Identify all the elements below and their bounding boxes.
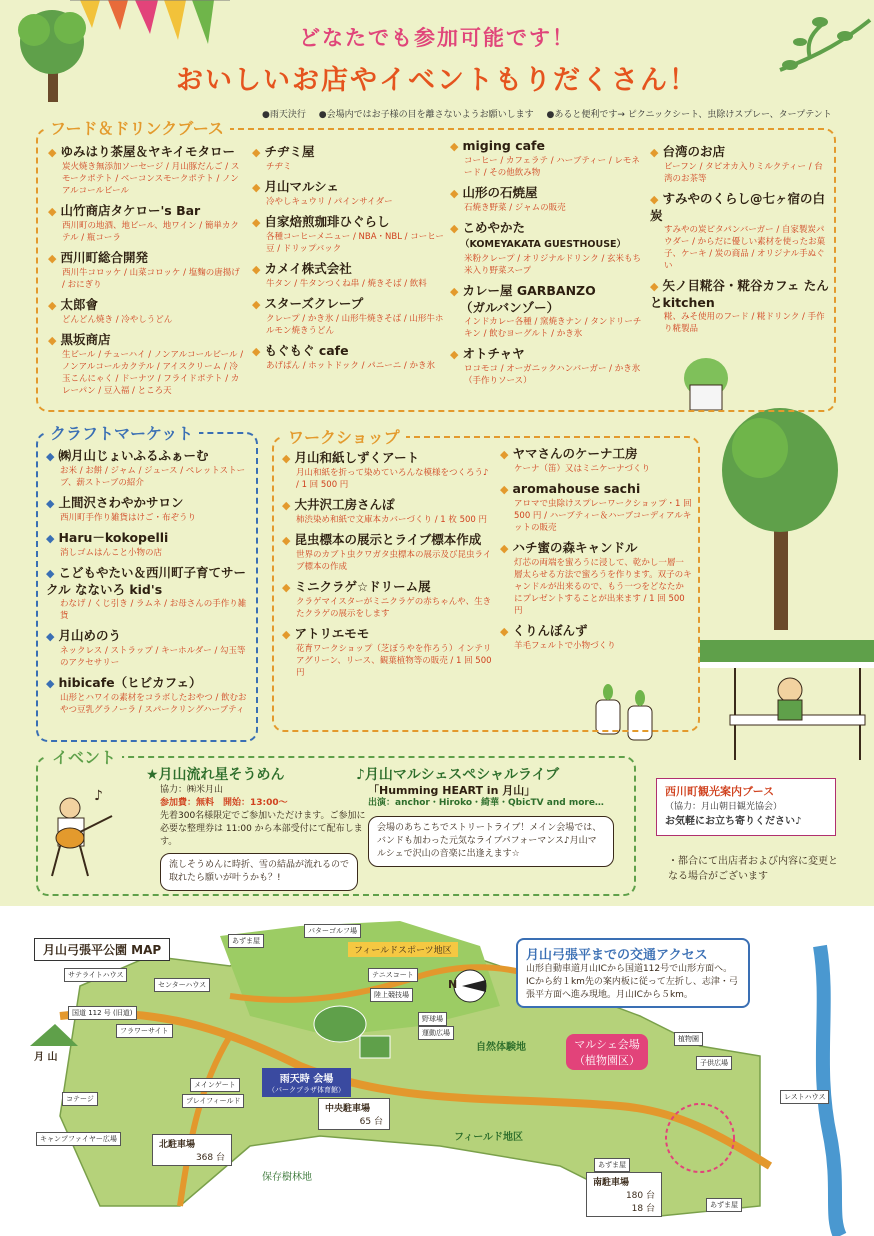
booth-desc: コーヒー / カフェラテ / ハーブティー / レモネード / その他飲み物: [464, 156, 640, 178]
booth-desc: 米粉クレープ / オリジナルドリンク / 玄米もち米入り野菜スープ: [464, 254, 642, 276]
somen-title: ★月山流れ星そうめん: [146, 767, 285, 783]
diamond-icon: ◆: [252, 181, 261, 194]
booth-desc: 西川町の地酒、地ビール、地ワイン / 簡単カクテル / 瓶コーラ: [62, 221, 239, 243]
booth-name: 太郎會: [60, 297, 98, 312]
workshop-name: ハチ蜜の森キャンドル: [512, 540, 638, 555]
workshop-name: 昆虫標本の展示とライブ標本作成: [294, 532, 482, 547]
craft-column: [46, 448, 252, 722]
booth-desc: 各種コーヒーメニュー / NBA・NBL / コーヒー豆 / ドリップバック: [266, 232, 444, 254]
workshop-section: [272, 428, 700, 732]
food-booth: [252, 144, 444, 173]
tourism-coop: （協力：月山朝日観光協会）: [665, 802, 783, 812]
booth-desc: 消しゴムはんこと小物の店: [60, 548, 163, 558]
diamond-icon: ◆: [252, 263, 261, 276]
tourism-call: お気軽にお立ち寄りください♪: [665, 816, 802, 827]
somen-event: [146, 764, 366, 891]
food-booth: [48, 250, 244, 291]
workshop-item: [282, 497, 492, 526]
central-parking-capacity: 65 台: [359, 1117, 383, 1127]
diamond-icon: ◆: [450, 222, 459, 235]
booth-name: Haru－kokopelli: [58, 530, 169, 545]
map-label-azumaya-3: あずま屋: [706, 1198, 742, 1212]
nature-area-label: 自然体験地: [476, 1042, 526, 1053]
venue-label: [566, 1034, 648, 1070]
booth-name: ゆみはり茶屋＆ヤキイモタロー: [60, 144, 235, 159]
booth-desc: ビーフン / タピオカ入りミルクティー / 台湾のお茶等: [664, 162, 823, 184]
craft-booth: [46, 565, 252, 622]
map-label-route-112: 国道 112 号 (旧道): [68, 1006, 137, 1020]
booth-name: スターズクレープ: [264, 296, 364, 311]
booth-name: こめやかた: [462, 220, 525, 235]
north-parking-name: 北駐車場: [159, 1140, 196, 1150]
booth-desc: どんどん焼き / 冷やしうどん: [62, 315, 173, 325]
booth-desc: ネックレス / ストラップ / キーホルダー / 勾玉等のアクセサリー: [60, 646, 246, 668]
workshop-desc: 花育ワークショップ（芝ぼうやを作ろう）インテリアグリーン、リース、観葉植物等の販売 / 1 回 500 円: [296, 644, 492, 678]
workshop-column-2: [500, 446, 692, 658]
workshop-item: [500, 481, 692, 534]
booth-desc: 山形とハワイの素材をコラボしたおやつ / 飲むおやつ豆乳グラノーラ / スパークリングハーブティ: [60, 693, 247, 715]
food-booth: [450, 220, 646, 277]
mountain-icon: [30, 1024, 78, 1046]
craft-booth: [46, 448, 252, 489]
south-parking: [586, 1172, 662, 1217]
diamond-icon: ◆: [450, 285, 459, 298]
diamond-icon: ◆: [282, 499, 291, 512]
tree-illustration-right: [722, 408, 838, 630]
live-bubble: 会場のあちこちでストリートライブ！メイン会場では、バンドも加わった元気なライブパフォーマンス♪月山マルシェで沢山の音楽に出逢えます☆: [368, 816, 614, 867]
diamond-icon: ◆: [282, 534, 291, 547]
park-map: [0, 906, 874, 1236]
diamond-icon: ◆: [48, 146, 57, 159]
diamond-icon: ◆: [450, 187, 459, 200]
svg-text:♪: ♪: [94, 788, 103, 804]
booth-name: もぐもぐ cafe: [264, 343, 349, 358]
notes-bar: [262, 107, 842, 120]
workshop-item: [282, 532, 492, 573]
diamond-icon: ◆: [252, 345, 261, 358]
booth-name: オトチャヤ: [462, 346, 525, 361]
workshop-name: ミニクラゲ☆ドリーム展: [294, 579, 431, 594]
note-children: ●会場内ではお子様の目を離さないようお願いします: [318, 110, 534, 120]
somen-bubble: 流しそうめんに時折、雪の結晶が流れるので取れたら願いが叶うかも？!: [160, 853, 358, 891]
map-label-flower-site: フラワーサイト: [116, 1024, 173, 1038]
food-booth: [252, 179, 444, 208]
booth-name: 黒坂商店: [60, 332, 111, 347]
booth-name: 山竹商店タケロー's Bar: [60, 203, 201, 218]
market-stall-illustration: [700, 640, 874, 760]
diamond-icon: ◆: [48, 334, 57, 347]
booth-name: 月山マルシェ: [264, 179, 339, 194]
booth-desc: わなげ / くじ引き / ラムネ / お母さんの手作り雑貨: [60, 599, 247, 621]
map-label-botanical-garden: 植物園: [674, 1032, 703, 1046]
diamond-icon: ◆: [500, 448, 509, 461]
diamond-icon: ◆: [500, 542, 509, 555]
venue-sub: （植物園区）: [574, 1054, 640, 1067]
food-booth: [450, 138, 646, 179]
craft-booth: [46, 495, 252, 524]
workshop-desc: 月山和紙を折って染めていろんな模様をつくろう♪ / 1 回 500 円: [296, 468, 489, 490]
workshop-item: [500, 540, 692, 617]
booth-name: こどもやたい＆西川町子育てサークル なないろ kid's: [46, 565, 246, 597]
food-column-3: [450, 138, 646, 393]
booth-desc: チヂミ: [266, 162, 292, 172]
booth-name: 月山めのう: [58, 628, 121, 643]
food-booth: [650, 278, 830, 335]
diamond-icon: ◆: [450, 348, 459, 361]
food-section-title: フード＆ドリンクブース: [44, 116, 230, 139]
food-drink-section: [36, 119, 836, 412]
workshop-name: 大井沢工房さんぽ: [294, 497, 395, 512]
diamond-icon: ◆: [252, 216, 261, 229]
booth-name: ㈱月山じょいふるふぁーむ: [58, 448, 209, 463]
food-booth: [450, 185, 646, 214]
somen-fee: 参加費：無料 開始：13:00～: [160, 798, 288, 808]
diamond-icon: ◆: [46, 532, 55, 545]
workshop-item: [282, 450, 492, 491]
food-booth: [48, 297, 244, 326]
baseball-field: [360, 1036, 390, 1058]
map-label-baseball: 野球場: [418, 1012, 447, 1026]
craft-section-title: クラフトマーケット: [44, 421, 199, 444]
booth-desc: 石焼き野菜 / ジャムの販売: [464, 203, 566, 213]
food-booth: [450, 283, 646, 340]
header-line-1: どなたでも参加可能です！: [299, 26, 575, 50]
diamond-icon: ◆: [650, 280, 659, 293]
conservation-area-label: 保存樹林地: [262, 1172, 312, 1183]
booth-name: すみやのくらし@七ヶ宿の白炭: [650, 191, 825, 223]
venue-name: マルシェ会場: [574, 1038, 640, 1051]
booth-name: hibicafe（ヒビカフェ）: [58, 675, 202, 690]
access-text: 山形自動車道月山ICから国道112号で山形方面へ。ICから約１km先の案内板に従って左折し、志津・弓張平方面へ進み現地。月山ICから５km。: [526, 964, 738, 1000]
diamond-icon: ◆: [48, 252, 57, 265]
map-label-putter-golf: パターゴルフ場: [304, 924, 361, 938]
map-label-kids-square: 子供広場: [696, 1056, 732, 1070]
workshop-desc: ケーナ（笛）又はミニケーナづくり: [514, 464, 651, 474]
diamond-icon: ◆: [46, 630, 55, 643]
note-bring: ●あると便利です→ ピクニックシート、虫除けスプレー、タープテント: [546, 110, 832, 120]
food-column-2: [252, 144, 444, 378]
workshop-desc: 柿渋染め和紙で文庫本カバーづくり / 1 枚 500 円: [296, 515, 488, 525]
food-booth: [650, 191, 830, 272]
booth-name: 山形の石焼屋: [462, 185, 538, 200]
diamond-icon: ◆: [252, 298, 261, 311]
sports-area-label: フィールドスポーツ地区: [348, 942, 458, 957]
diamond-icon: ◆: [46, 450, 55, 463]
north-parking: [152, 1134, 232, 1166]
food-column-4: [650, 144, 830, 341]
mountain-label: 月 山: [34, 1052, 58, 1063]
booth-name: 上間沢さわやかサロン: [58, 495, 184, 510]
food-booth: [252, 296, 444, 337]
map-label-sports-ground: 運動広場: [418, 1026, 454, 1040]
map-label-rest-house: レストハウス: [780, 1090, 829, 1104]
booth-name: カメイ株式会社: [264, 261, 352, 276]
food-booth: [48, 203, 244, 244]
access-title: 月山弓張平までの交通アクセス: [526, 948, 708, 963]
diamond-icon: ◆: [650, 193, 659, 206]
map-label-azumaya-1: あずま屋: [228, 934, 264, 948]
live-subtitle: 「Humming HEART in 月山」: [368, 784, 536, 797]
booth-desc: 炭火焼き無添加ソーセージ / 月山豚だんご / スモークポテト / ベーコンスモークポテト / ノンアルコールビール: [62, 162, 240, 196]
booth-desc: クレープ / かき氷 / 山形牛焼きそば / 山形牛ホルモン焼きうどん: [266, 314, 444, 336]
booth-desc: お米 / お餅 / ジャム / ジュース / ペレットストーブ、薪ストーブの紹介: [60, 466, 246, 488]
map-label-center-house: センターハウス: [154, 978, 210, 992]
workshop-desc: 羊毛フェルトで小物づくり: [514, 641, 616, 651]
south-parking-name: 南駐車場: [593, 1178, 630, 1188]
map-label-tennis: テニスコート: [368, 968, 418, 982]
booth-name: 自家焙煎珈琲ひぐらし: [264, 214, 390, 229]
booth-name: 矢ノ目糀谷・糀谷カフェ たんとkitchen: [650, 278, 829, 310]
workshop-section-title: ワークショップ: [282, 425, 406, 448]
workshop-item: [500, 446, 692, 475]
rain-venue-name: 雨天時 会場: [279, 1074, 334, 1085]
athletics-field: [314, 1006, 366, 1042]
diamond-icon: ◆: [46, 677, 55, 690]
south-parking-capacity-1: 180 台: [625, 1191, 655, 1201]
workshop-desc: 世界のカブト虫クワガタ虫標本の展示及び昆虫ライブ標本の作成: [296, 550, 492, 572]
food-booth: [252, 214, 444, 255]
booth-desc: ロコモコ / オーガニックハンバーガー / かき氷（手作りソース）: [464, 364, 641, 386]
map-label-main-gate: メインゲート: [190, 1078, 240, 1092]
diamond-icon: ◆: [282, 452, 291, 465]
booth-subname: （KOMEYAKATA GUESTHOUSE）: [460, 239, 627, 250]
map-title: 月山弓張平公園 MAP: [34, 938, 170, 961]
tourism-booth: [656, 778, 836, 836]
booth-name: 台湾のお店: [662, 144, 725, 159]
food-column-1: [48, 144, 244, 403]
workshop-desc: アロマで虫除けスプレーワークショップ・1 回 500 円 / ハーブティー＆ハーブコーディアルキットの販売: [514, 499, 692, 533]
booth-desc: 生ビール / チューハイ / ノンアルコールビール / ノンアルコールカクテル / アイスクリーム / 冷玉こんにゃく / ドーナツ / フライドポテト / カレーパン / 豆入福 / ところ天: [62, 350, 244, 396]
diamond-icon: ◆: [48, 299, 57, 312]
map-label-play-field: プレイフィールド: [182, 1094, 244, 1108]
workshop-name: aromahouse sachi: [512, 481, 641, 496]
diamond-icon: ◆: [650, 146, 659, 159]
diamond-icon: ◆: [46, 497, 55, 510]
booth-desc: 牛タン / 牛タンつくね串 / 焼きそば / 飲料: [266, 279, 427, 289]
workshop-name: 月山和紙しずくアート: [294, 450, 420, 465]
booth-desc: インドカレー各種 / 窯焼きナン / タンドリーチキン / 飲むヨーグルト / かき氷: [464, 317, 642, 339]
field-area-label: フィールド地区: [454, 1132, 523, 1143]
booth-desc: 糀、みそ使用のフード / 糀ドリンク / 手作り糀製品: [664, 312, 825, 334]
central-parking-name: 中央駐車場: [325, 1104, 371, 1114]
workshop-item: [500, 623, 692, 652]
workshop-name: アトリエモモ: [294, 626, 370, 641]
map-label-satellite-house: サテライトハウス: [64, 968, 127, 982]
diamond-icon: ◆: [46, 567, 55, 580]
live-event: [356, 764, 632, 867]
map-label-azumaya-2: あずま屋: [594, 1158, 630, 1172]
live-performers: 出演：anchor・Hiroko・綺華・QbicTV and more…: [368, 798, 604, 808]
change-notice: ・都合にて出店者および内容に変更となる場合がございます: [668, 856, 838, 882]
booth-name: カレー屋 GARBANZO: [462, 283, 596, 298]
workshop-item: [282, 626, 492, 679]
booth-name: 西川町総合開発: [60, 250, 148, 265]
booth-name: チヂミ屋: [264, 144, 315, 159]
central-parking: [318, 1098, 390, 1130]
workshop-column-1: [282, 450, 492, 685]
event-section-title: イベント: [46, 745, 122, 768]
event-section: [36, 748, 636, 896]
diamond-icon: ◆: [252, 146, 261, 159]
food-booth: [48, 332, 244, 397]
map-label-athletics: 陸上競技場: [370, 988, 413, 1002]
workshop-name: ヤマさんのケーナ工房: [512, 446, 638, 461]
header-line-2: おいしいお店やイベントもりだくさん！: [176, 65, 698, 96]
somen-coop: 協力：㈱米月山: [160, 785, 224, 795]
rain-venue-sub: （パークプラザ体育館）: [268, 1086, 345, 1094]
diamond-icon: ◆: [48, 205, 57, 218]
food-booth: [48, 144, 244, 197]
map-label-cottage: コテージ: [62, 1092, 98, 1106]
booth-desc: すみやの炭ピタパンバーガー / 自家製炭パウダー / からだに優しい素材を使ったお菓子、ケーキ / 炭の商品 / オリジナル手ぬぐい: [664, 225, 826, 271]
workshop-desc: クラゲマイスターがミニクラゲの赤ちゃんや、生きたクラゲの展示をします: [296, 597, 492, 619]
food-booth: [450, 346, 646, 387]
diamond-icon: ◆: [450, 140, 459, 153]
booth-desc: 西川町手作り雑貨はけご・布ぞうり: [60, 513, 197, 523]
diamond-icon: ◆: [282, 628, 291, 641]
booth-desc: 西川牛コロッケ / 山菜コロッケ / 塩麴の唐揚げ / おにぎり: [62, 268, 240, 290]
food-booth: [252, 343, 444, 372]
booth-desc: あげぱん / ホットドック / パニーニ / かき氷: [266, 361, 435, 371]
somen-info: 先着300名様限定でご参加いただけます。ご参加に必要な整理券は 11:00 から本部受付にて配布します。: [160, 811, 366, 847]
compass-label: N: [448, 978, 458, 991]
booth-name: miging cafe: [462, 138, 545, 153]
craft-booth: [46, 675, 252, 716]
craft-booth: [46, 628, 252, 669]
diamond-icon: ◆: [500, 483, 509, 496]
live-title: ♪月山マルシェスペシャルライブ: [356, 767, 560, 783]
south-parking-capacity-2: 18 台: [631, 1204, 655, 1214]
workshop-item: [282, 579, 492, 620]
rain-venue-label: [262, 1068, 351, 1097]
booth-subname: （ガルバンゾー）: [460, 300, 560, 315]
diamond-icon: ◆: [282, 581, 291, 594]
food-booth: [252, 261, 444, 290]
diamond-icon: ◆: [500, 625, 509, 638]
access-box: [516, 938, 750, 1008]
food-booth: [650, 144, 830, 185]
note-rain: ●雨天決行: [262, 110, 306, 120]
workshop-desc: 灯芯の両端を蜜ろうに浸して、乾かし一層一層太らせる方法で蜜ろうを作ります。双子のキャンドルが出来るので、もう一つをどなたかにプレゼントすることが出来ます / 1 回 500 円: [514, 558, 692, 616]
booth-desc: 冷やしキュウリ / パインサイダー: [266, 197, 393, 207]
craft-booth: [46, 530, 252, 559]
north-parking-capacity: 368 台: [195, 1153, 225, 1163]
map-label-campfire: キャンプファイヤー広場: [36, 1132, 121, 1146]
workshop-name: くりんぼんず: [512, 623, 588, 638]
tourism-title: 西川町観光案内ブース: [665, 785, 775, 798]
craft-market-section: [36, 424, 258, 742]
